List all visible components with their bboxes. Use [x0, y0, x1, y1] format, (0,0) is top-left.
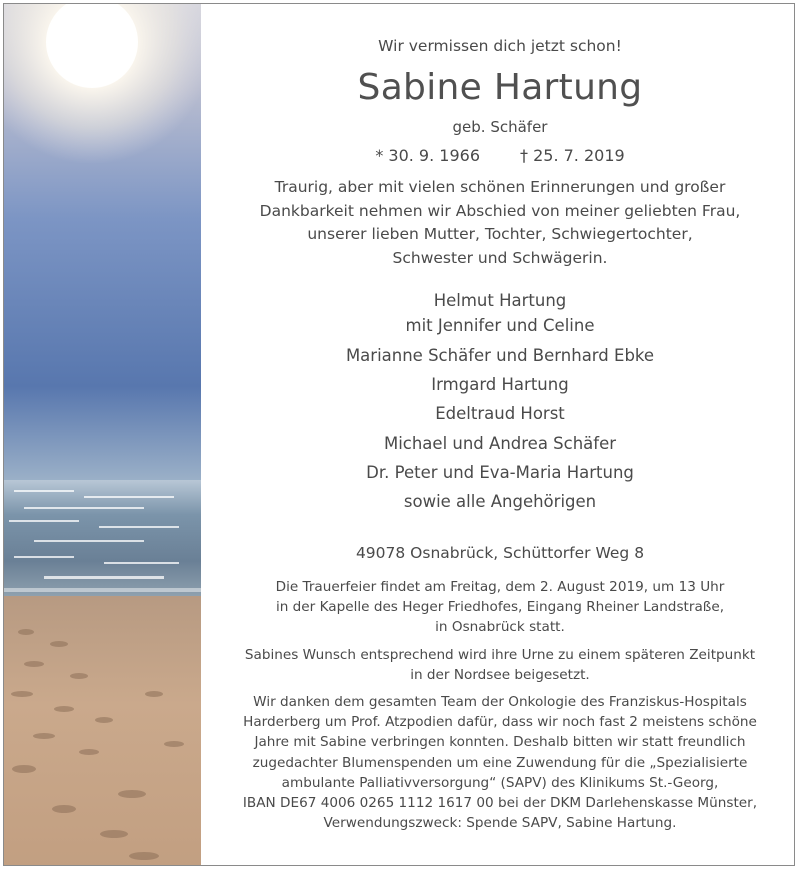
thanks-line: Wir danken dem gesamten Team der Onkologie des Franziskus-Hospitals: [253, 694, 747, 710]
ceremony-line: Die Trauerfeier findet am Freitag, dem 2. August 2019, um 13 Uhr: [275, 579, 725, 595]
death-date: † 25. 7. 2019: [520, 146, 625, 165]
ceremony-line: in Osnabrück statt.: [435, 619, 565, 635]
thanks-line: IBAN DE67 4006 0265 1112 1617 00 bei der DKM Darlehenskasse Münster,: [242, 795, 758, 811]
obituary-card: [3, 3, 795, 866]
intro-line: Wir vermissen dich jetzt schon!: [378, 37, 622, 55]
obituary-text: [204, 4, 795, 866]
mourner-line: sowie alle Angehörigen: [403, 492, 597, 511]
mourner-line: Edeltraud Horst: [435, 404, 565, 423]
beach-sunset-photo: [4, 4, 201, 866]
mourner-line: Dr. Peter und Eva-Maria Hartung: [366, 463, 634, 482]
mourner-line: Marianne Schäfer und Bernhard Ebke: [345, 346, 655, 365]
thanks-line: Harderberg um Prof. Atzpodien dafür, dass wir noch fast 2 meistens schöne: [243, 714, 757, 730]
message-line: Dankbarkeit nehmen wir Abschied von meiner geliebten Frau,: [259, 202, 741, 220]
mourner-line: Irmgard Hartung: [431, 375, 569, 394]
mourner-line: mit Jennifer und Celine: [405, 316, 595, 335]
birth-name: geb. Schäfer: [452, 118, 548, 136]
thanks-line: Verwendungszweck: Spende SAPV, Sabine Hartung.: [323, 815, 677, 831]
thanks-line: Jahre mit Sabine verbringen konnten. Deshalb bitten wir statt freundlich: [254, 734, 746, 750]
deceased-name: Sabine Hartung: [357, 67, 643, 108]
mourner-line: Michael und Andrea Schäfer: [383, 434, 617, 453]
message-line: unserer lieben Mutter, Tochter, Schwiegertochter,: [307, 225, 693, 243]
thanks-line: ambulante Palliativversorgung“ (SAPV) des Klinikums St.-Georg,: [281, 775, 719, 791]
message-line: Traurig, aber mit vielen schönen Erinnerungen und großer: [274, 178, 726, 196]
life-dates: [204, 146, 795, 165]
urn-line: Sabines Wunsch entsprechend wird ihre Urne zu einem späteren Zeitpunkt: [244, 647, 756, 663]
address-line: 49078 Osnabrück, Schüttorfer Weg 8: [355, 544, 645, 562]
mourner-line: Helmut Hartung: [433, 291, 567, 310]
urn-line: in der Nordsee beigesetzt.: [410, 667, 590, 683]
birth-date: * 30. 9. 1966: [375, 146, 480, 165]
message-line: Schwester und Schwägerin.: [392, 249, 608, 267]
ceremony-line: in der Kapelle des Heger Friedhofes, Eingang Rheiner Landstraße,: [275, 599, 725, 615]
thanks-line: zugedachter Blumenspenden um eine Zuwendung für die „Spezialisierte: [252, 755, 748, 771]
